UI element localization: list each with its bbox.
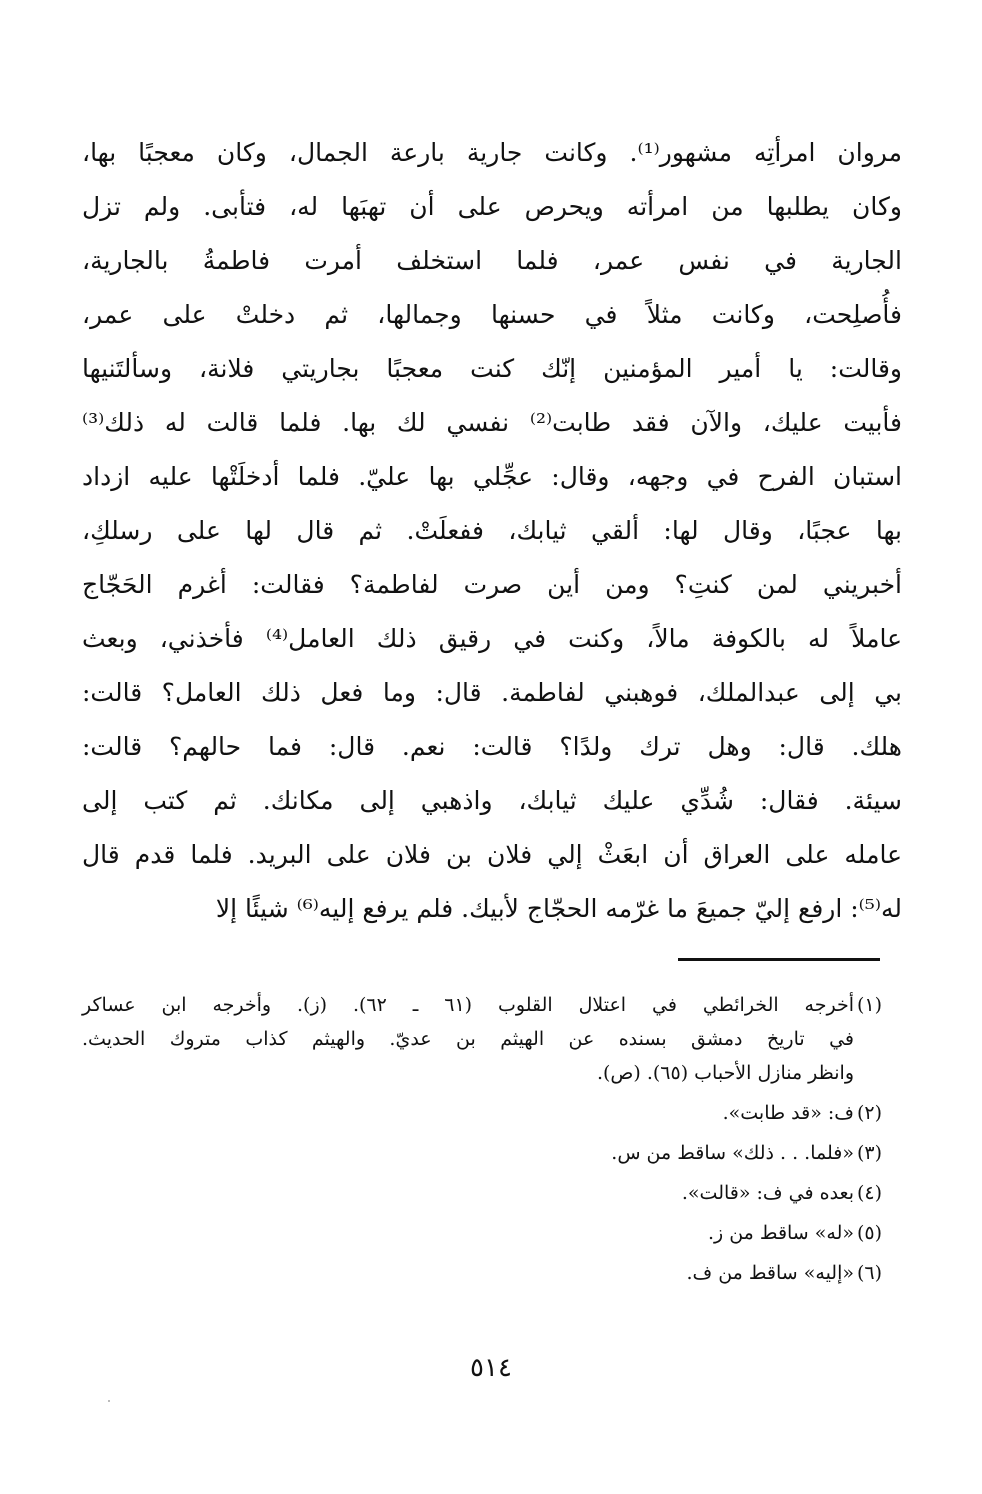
footnote-text: في تاريخ دمشق بسنده عن الهيثم بن عديّ. والهيثم كذاب متروك الحديث. xyxy=(82,1028,854,1050)
text-line: بي إلى عبدالملك، فوهبني لفاطمة. قال: وما فعل ذلك العامل؟ قالت: xyxy=(82,678,902,707)
text-line: وقالت: يا أمير المؤمنين إنّك كنت معجبًا بجاريتي فلانة، وسألتَنيها xyxy=(82,354,902,383)
footnote-4 xyxy=(82,1176,902,1210)
footnote-text: «فلما. . . ذلك» ساقط من س. xyxy=(611,1142,854,1164)
text-line: فأبيت عليك، والآن فقد طابت⁽²⁾ نفسي لك بها. فلما قالت له ذلك⁽³⁾ xyxy=(82,408,902,437)
footnote-2 xyxy=(82,1096,902,1130)
footnote-text: «له» ساقط من ز. xyxy=(707,1222,854,1244)
footnote-1 xyxy=(82,988,902,1090)
text-line: له⁽⁵⁾: ارفع إليّ جميعَ ما غرّمه الحجّاج لأبيك. فلم يرفع إليه⁽⁶⁾ شيئًا إلا xyxy=(215,894,902,923)
footnote-number: (٤) xyxy=(856,1182,882,1204)
footnote-text: بعده في ف: «قالت». xyxy=(681,1182,854,1204)
text-line: عامله على العراق أن ابعَثْ إلي فلان بن فلان على البريد. فلما قدم قال xyxy=(82,840,902,869)
text-line: الجارية في نفس عمر، فلما استخلف أمرت فاطمةُ بالجارية، xyxy=(82,246,902,275)
footnote-text: «إليه» ساقط من ف. xyxy=(686,1262,854,1284)
footnote-5 xyxy=(82,1216,902,1250)
footnote-number: (٥) xyxy=(856,1222,882,1244)
footnote-6 xyxy=(82,1256,902,1290)
footnote-text: ف: «قد طابت». xyxy=(722,1102,854,1124)
footnote-separator xyxy=(678,958,880,961)
text-line: استبان الفرح في وجهه، وقال: عجِّلي بها عليّ. فلما أدخلَتْها عليه ازداد xyxy=(82,462,902,491)
text-line: بها عجبًا، وقال لها: ألقي ثيابك، ففعلَتْ. ثم قال لها على رسلكِ، xyxy=(82,516,902,545)
footnote-3 xyxy=(82,1136,902,1170)
text-line: هلك. قال: وهل ترك ولدًا؟ قالت: نعم. قال: فما حالهم؟ قالت: xyxy=(82,732,902,761)
main-text-block xyxy=(82,126,902,936)
page-number: ٥١٤ xyxy=(470,1353,512,1383)
text-line: سيئة. فقال: شُدِّي عليك ثيابك، واذهبي إلى مكانك. ثم كتب إلى xyxy=(82,786,902,815)
text-line: أخبريني لمن كنتِ؟ ومن أين صرت لفاطمة؟ فقالت: أغرم الحَجّاج xyxy=(82,570,902,599)
footnote-number: (٣) xyxy=(856,1142,882,1164)
text-line: فأُصلِحت، وكانت مثلاً في حسنها وجمالها، ثم دخلتْ على عمر، xyxy=(82,300,902,329)
footnote-number: (٢) xyxy=(856,1102,882,1124)
text-line: عاملاً له بالكوفة مالاً، وكنت في رقيق ذلك العامل⁽⁴⁾ فأخذني، وبعث xyxy=(82,624,902,653)
footnotes-block xyxy=(82,988,902,1296)
footnote-number: (١) xyxy=(856,994,882,1016)
scan-speck xyxy=(108,1400,110,1402)
footnote-text: وانظر منازل الأحباب (٦٥). (ص). xyxy=(596,1062,854,1084)
text-line: مروان امرأتِه مشهور⁽¹⁾. وكانت جارية بارعة الجمال، وكان معجبًا بها، xyxy=(82,138,902,167)
footnote-text: أخرجه الخرائطي في اعتلال القلوب (٦١ ـ ٦٢). (ز). وأخرجه ابن عساكر xyxy=(82,994,854,1016)
text-line: وكان يطلبها من امرأته ويحرص على أن تهبَها له، فتأبى. ولم تزل xyxy=(82,192,902,221)
footnote-number: (٦) xyxy=(856,1262,882,1284)
